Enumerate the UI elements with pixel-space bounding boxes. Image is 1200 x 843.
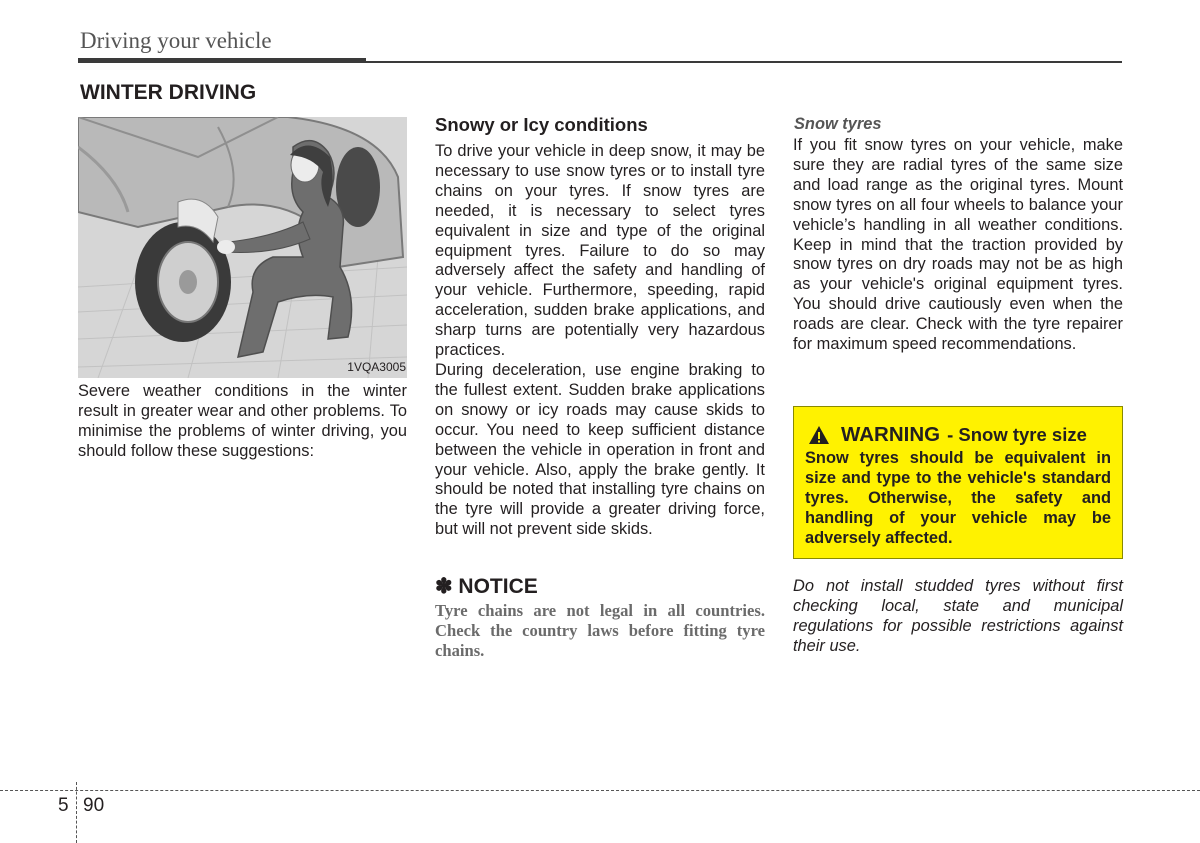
warning-title	[808, 423, 1087, 447]
studded-tyres-note: Do not install studded tyres without first checking local, state and municipal regulations for possible restrictions against their use.	[793, 577, 1123, 655]
chapter-number: 5	[58, 795, 69, 816]
woman-fitting-tyre-chains-illustration	[78, 117, 407, 378]
snow-tyres-heading: Snow tyres	[794, 115, 882, 133]
snowy-paragraph-1: To drive your vehicle in deep snow, it may be necessary to use snow tyres or to install tyre chains on your tyres. If snow tyres are needed, it is necessary to select tyres equivalent in size and type of the original equipment tyres. Failure to do so may adversely affect the safety and handling of your vehicle. Furthermore, speeding, rapid acceleration, sudden brake applications, and sharp turns are potentially very hazardous practices.	[435, 142, 765, 360]
warning-text: Snow tyres should be equivalent in size and type to the vehicle's standard tyres. Otherwise, the safety and handling of your vehicle may be adversely affected.	[805, 449, 1111, 547]
header-rule-thin	[366, 61, 1122, 63]
header-rule-bold	[78, 58, 366, 63]
warning-triangle-icon	[808, 425, 830, 445]
page-number: 90	[83, 795, 105, 816]
warning-label: WARNING	[841, 423, 941, 446]
tyre-chains-figure	[78, 117, 407, 378]
footer-rule	[0, 790, 1200, 791]
intro-paragraph: Severe weather conditions in the winter result in greater wear and other problems. To minimise the problems of winter driving, you should follow these suggestions:	[78, 382, 407, 460]
figure-code: 1VQA3005	[347, 360, 406, 374]
snowy-paragraph-2: During deceleration, use engine braking to the fullest extent. Sudden brake applications on snowy or icy roads may cause skids to occur. You need to keep sufficient distance between the vehicle in operation in front and your vehicle. Also, apply the brake gently. It should be noted that installing tyre chains on the tyre will provide a greater driving force, but will not prevent side skids.	[435, 360, 765, 539]
warning-box	[793, 406, 1123, 559]
running-head: Driving your vehicle	[80, 28, 272, 53]
snow-tyres-paragraph: If you fit snow tyres on your vehicle, make sure they are radial tyres of the same size and load range as the original tyres. Mount snow tyres on all four wheels to balance your vehicle’s handling in all weather conditions. Keep in mind that the traction provided by snow tyres on dry roads may not be as high as your vehicle's original equipment tyres. You should drive cautiously even when the roads are clear. Check with the tyre repairer for maximum speed recommendations.	[793, 136, 1123, 354]
snow-tyres-column	[793, 136, 1123, 355]
footer-divider	[76, 782, 77, 843]
snowy-icy-column	[435, 142, 765, 540]
snowy-icy-heading: Snowy or Icy conditions	[435, 114, 648, 135]
warning-subtitle: - Snow tyre size	[947, 424, 1087, 445]
section-title: WINTER DRIVING	[80, 81, 257, 104]
intro-column	[78, 382, 407, 462]
notice-heading: ✽ NOTICE	[435, 575, 538, 598]
notice-text: Tyre chains are not legal in all countries. Check the country laws before fitting tyre chains.	[435, 601, 765, 660]
